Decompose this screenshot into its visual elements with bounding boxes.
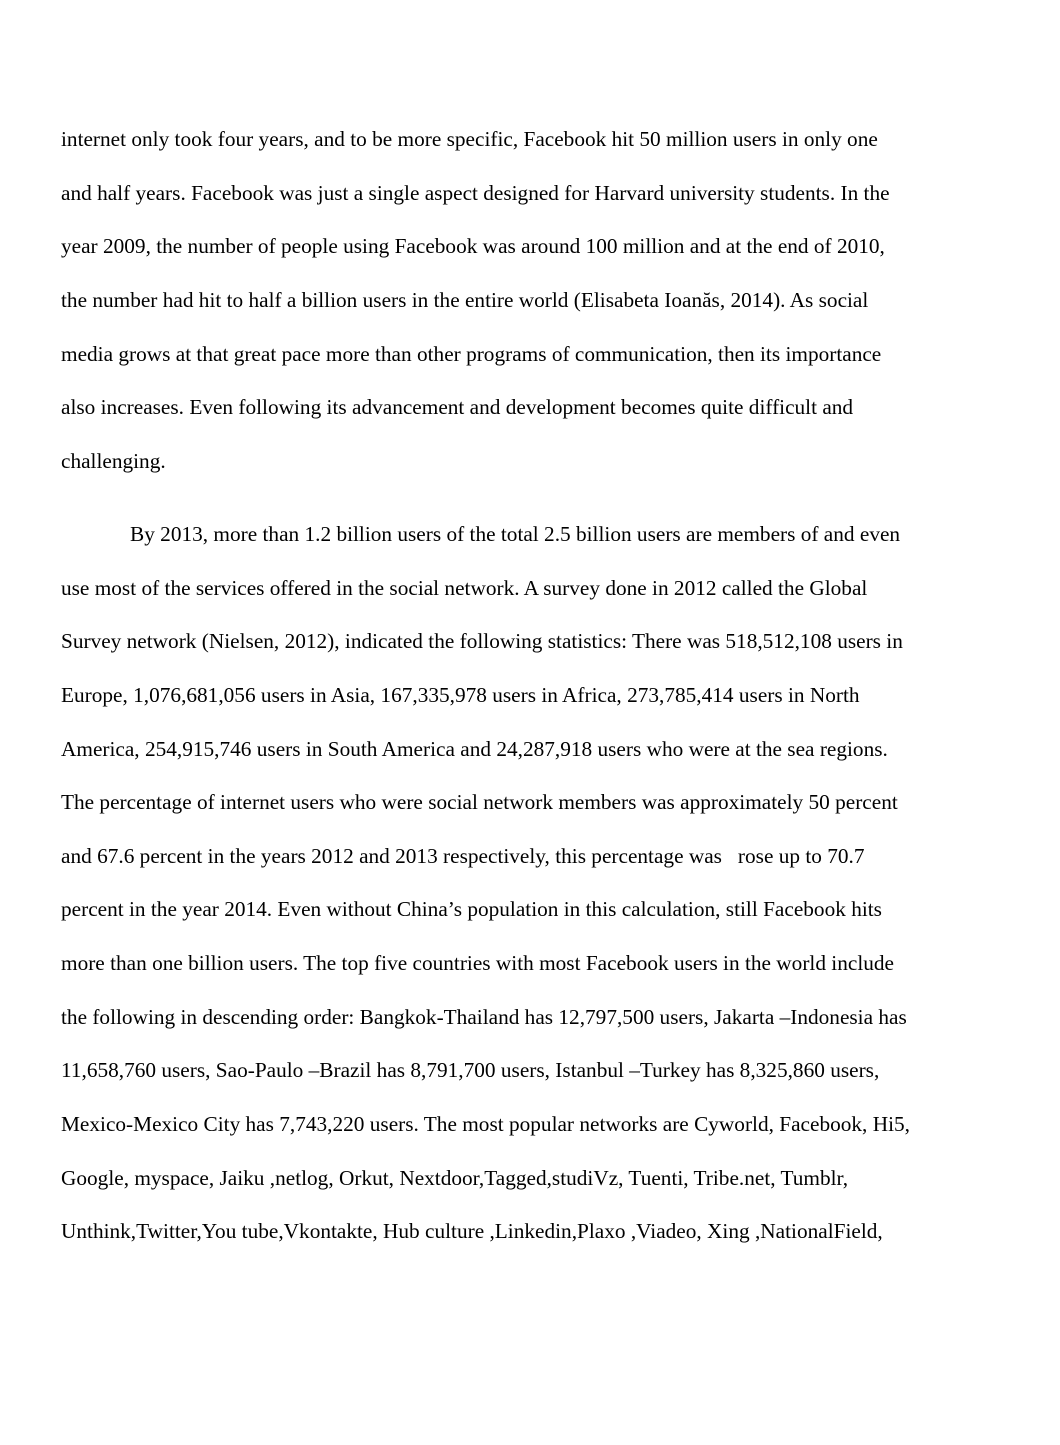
text-line: challenging.	[61, 448, 166, 473]
paragraph-2	[61, 508, 910, 1259]
text-line: percent in the year 2014. Even without China’s population in this calculation, still Facebook hits	[61, 897, 882, 922]
text-line: the number had hit to half a billion users in the entire world (Elisabeta Ioanăs, 2014). As social	[61, 287, 869, 312]
text-line: the following in descending order: Bangkok-Thailand has 12,797,500 users, Jakarta –Indonesia has	[61, 1004, 907, 1029]
text-line: Google, myspace, Jaiku ,netlog, Orkut, Nextdoor,Tagged,studiVz, Tuenti, Tribe.net, Tumblr,	[61, 1165, 849, 1190]
text-line: use most of the services offered in the social network. A survey done in 2012 called the Global	[61, 575, 868, 600]
text-line: Mexico-Mexico City has 7,743,220 users. The most popular networks are Cyworld, Facebook, Hi5,	[61, 1112, 910, 1137]
text-line: Europe, 1,076,681,056 users in Asia, 167,335,978 users in Africa, 273,785,414 users in North	[61, 682, 860, 707]
text-line: America, 254,915,746 users in South America and 24,287,918 users who were at the sea regions.	[61, 736, 888, 761]
text-line: The percentage of internet users who were social network members was approximately 50 percent	[61, 790, 898, 815]
text-line: media grows at that great pace more than other programs of communication, then its importance	[61, 341, 882, 366]
text-line: more than one billion users. The top five countries with most Facebook users in the world include	[61, 951, 894, 976]
text-line: Survey network (Nielsen, 2012), indicated the following statistics: There was 518,512,108 users in	[61, 629, 903, 654]
text-line: and 67.6 percent in the years 2012 and 2013 respectively, this percentage was rose up to 70.7	[61, 843, 865, 868]
paragraph-1	[61, 113, 890, 488]
text-line: year 2009, the number of people using Facebook was around 100 million and at the end of 2010,	[61, 234, 885, 259]
text-line: 11,658,760 users, Sao-Paulo –Brazil has 8,791,700 users, Istanbul –Turkey has 8,325,860 users,	[61, 1058, 880, 1083]
text-line: Unthink,Twitter,You tube,Vkontakte, Hub culture ,Linkedin,Plaxo ,Viadeo, Xing ,NationalField,	[61, 1219, 883, 1244]
text-line: By 2013, more than 1.2 billion users of the total 2.5 billion users are members of and even	[130, 522, 901, 546]
text-line: and half years. Facebook was just a single aspect designed for Harvard university students. In the	[61, 180, 890, 205]
text-line: internet only took four years, and to be more specific, Facebook hit 50 million users in only one	[61, 127, 878, 151]
text-line: also increases. Even following its advancement and development becomes quite difficult and	[61, 395, 854, 420]
